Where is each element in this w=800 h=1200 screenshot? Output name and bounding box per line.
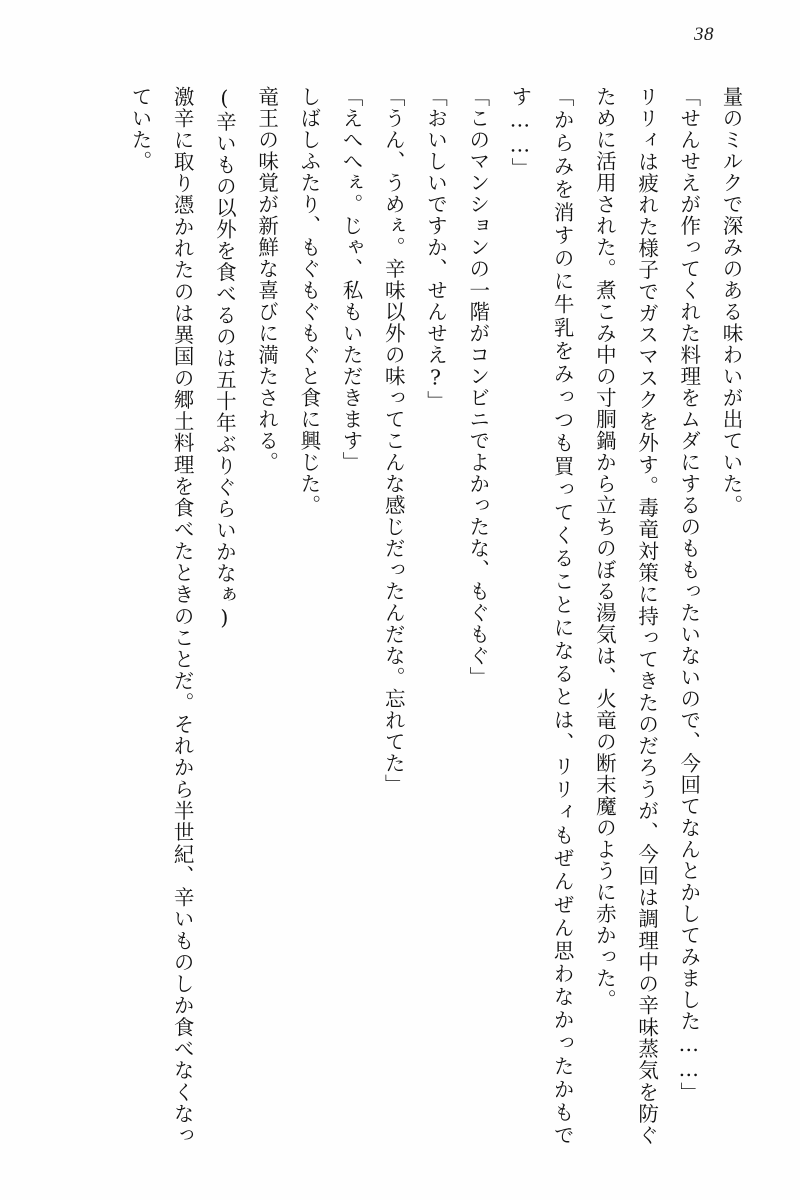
- paragraph: しばしふたり、もぐもぐもぐと食に興じた。: [296, 86, 321, 516]
- paragraph: 「このマンションの一階がコンビニでよかったな、もぐもぐ」: [465, 86, 490, 688]
- paragraph: 「からみを消すのに牛乳をみっつも買ってくることになるとは、リリィもぜんぜん思わなかったかもです……」: [507, 86, 575, 1146]
- paragraph: 「おいしいですか、せんせえ?」: [423, 86, 448, 412]
- paragraph: 「せんせえが作ってくれた料理をムダにするのももったいないので、今回てなんとかしてみました……」: [676, 86, 701, 1104]
- paragraph: 量のミルクで深みのある味わいが出ていた。: [719, 86, 743, 516]
- paragraph: 竜王の味覚が新鮮な喜びに満たされる。: [254, 86, 279, 473]
- paragraph: 「えへへぇ。じゃ、私もいただきます」: [339, 86, 364, 473]
- page-number: 38: [694, 24, 714, 45]
- paragraph: (辛いもの以外を食べるのは五十年ぶりぐらいかなぁ): [212, 86, 237, 631]
- paragraph: リリィは疲れた様子でガスマスクを外す。毒竜対策に持ってきたのだろうが、今回は調理中の辛味蒸気を防ぐために活用された。煮こみ中の寸胴鍋から立ちのぼる湯気は、火竜の断末魔のように赤かった。: [592, 86, 659, 1146]
- paragraph: 激辛に取り憑かれたのは異国の郷土料理を食べたときのことだ。それから半世紀、辛いものしか食べなくなっていた。: [127, 86, 195, 1146]
- vertical-body-text: [52, 86, 752, 1146]
- paragraph: 「うん、うめぇ。辛味以外の味ってこんな感じだったんだな。忘れてた」: [381, 86, 406, 796]
